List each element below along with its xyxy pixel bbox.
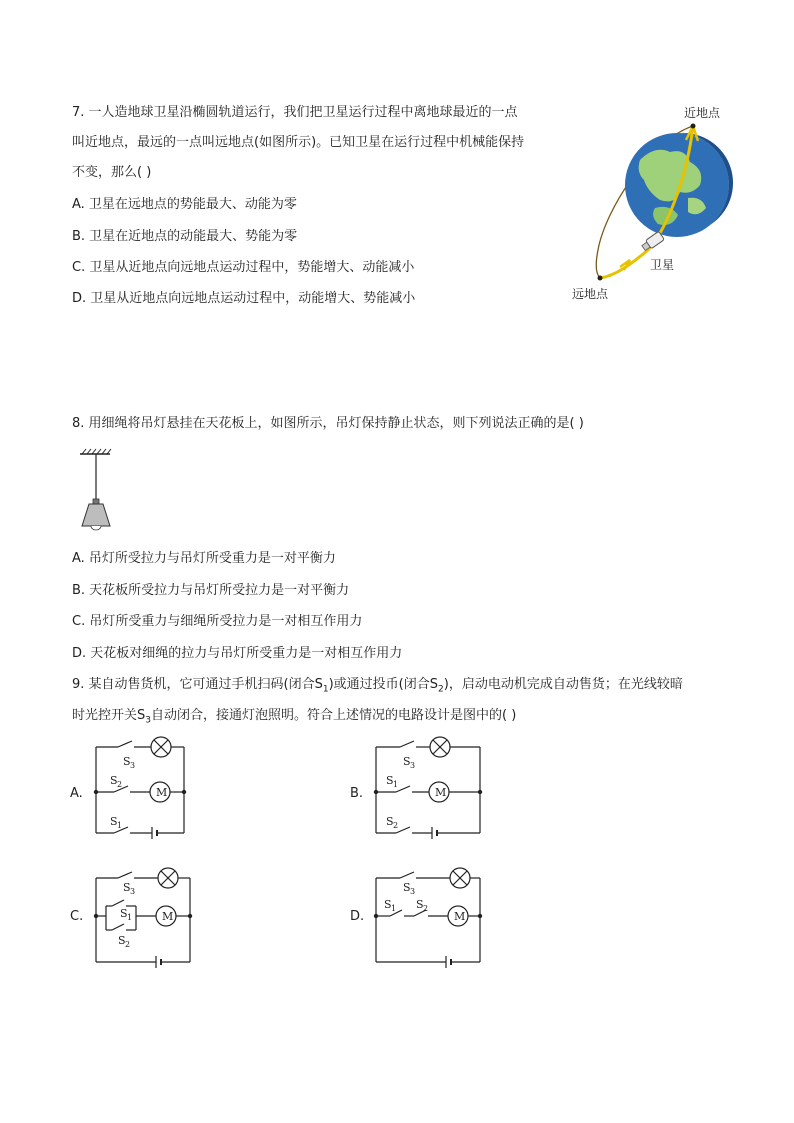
svg-text:3: 3 (410, 887, 416, 896)
q8-option-b: B. 天花板所受拉力与吊灯所受拉力是一对平衡力 (72, 583, 350, 598)
svg-text:S: S (386, 815, 394, 828)
q7-stem-line-3: 不变，那么( ) (72, 165, 152, 180)
q9-stem-line-2: 时光控开关$S_3$自动闭合，接通灯泡照明。符合上述情况的电路设计是图中的( ) (72, 708, 517, 726)
option-a-label: A. (70, 786, 83, 801)
svg-text:S: S (386, 774, 394, 787)
svg-text:S: S (416, 898, 424, 911)
q7-option-c: C. 卫星从近地点向远地点运动过程中，势能增大、动能减小 (72, 260, 415, 275)
circuit-b (350, 735, 490, 845)
svg-text:2: 2 (393, 821, 399, 830)
q9-stem-line-1: 9. 某自动售货机，它可通过手机扫码(闭合$S_1$)或通过投币(闭合$S_2$)，启动电动机完成自动售货；在光线较暗 (72, 677, 683, 695)
svg-text:S: S (118, 934, 126, 947)
svg-text:S: S (123, 755, 131, 768)
near-point-label: 近地点 (684, 106, 721, 120)
svg-text:1: 1 (393, 780, 399, 789)
q7-stem-line-1: 7. 一人造地球卫星沿椭圆轨道运行，我们把卫星运行过程中离地球最近的一点 (72, 105, 518, 120)
svg-text:S: S (110, 815, 118, 828)
earth-orbit-figure (560, 100, 740, 310)
svg-text:S: S (403, 755, 411, 768)
satellite-icon (641, 231, 665, 252)
q8-option-a: A. 吊灯所受拉力与吊灯所受重力是一对平衡力 (72, 551, 336, 566)
circuit-d (350, 862, 490, 972)
svg-text:1: 1 (391, 904, 397, 913)
circuit-c (70, 862, 200, 972)
svg-text:S: S (110, 774, 118, 787)
q7-option-a: A. 卫星在远地点的势能最大、动能为零 (72, 197, 297, 212)
q7-option-b: B. 卫星在近地点的动能最大、势能为零 (72, 229, 298, 244)
svg-text:S: S (120, 907, 128, 920)
svg-text:3: 3 (410, 761, 416, 770)
q8-option-d: D. 天花板对细绳的拉力与吊灯所受重力是一对相互作用力 (72, 646, 403, 661)
svg-text:2: 2 (125, 940, 131, 949)
svg-text:1: 1 (127, 913, 133, 922)
q7-stem-line-2: 叫近地点，最远的一点叫远地点(如图所示)。已知卫星在运行过程中机械能保持 (72, 135, 525, 150)
svg-text:3: 3 (130, 761, 136, 770)
svg-text:2: 2 (423, 904, 429, 913)
q7-option-d: D. 卫星从近地点向远地点运动过程中，动能增大、势能减小 (72, 291, 416, 306)
svg-text:M: M (162, 910, 174, 923)
svg-text:2: 2 (117, 780, 123, 789)
far-point-label: 远地点 (572, 287, 609, 301)
lamp-icon (82, 504, 110, 526)
satellite-label: 卫星 (650, 258, 675, 272)
option-d-label: D. (350, 909, 365, 924)
svg-text:M: M (454, 910, 466, 923)
svg-text:M: M (435, 786, 447, 799)
svg-text:M: M (156, 786, 168, 799)
svg-text:S: S (403, 881, 411, 894)
q8-option-c: C. 吊灯所受重力与细绳所受拉力是一对相互作用力 (72, 614, 363, 629)
circuit-a (70, 735, 200, 845)
svg-text:S: S (384, 898, 392, 911)
svg-text:3: 3 (130, 887, 136, 896)
option-b-label: B. (350, 786, 364, 801)
option-c-label: C. (70, 909, 84, 924)
svg-text:S: S (123, 881, 131, 894)
svg-text:1: 1 (117, 821, 123, 830)
hanging-lamp-figure (74, 448, 118, 538)
q8-stem: 8. 用细绳将吊灯悬挂在天花板上，如图所示，吊灯保持静止状态，则下列说法正确的是( ) (72, 416, 584, 431)
